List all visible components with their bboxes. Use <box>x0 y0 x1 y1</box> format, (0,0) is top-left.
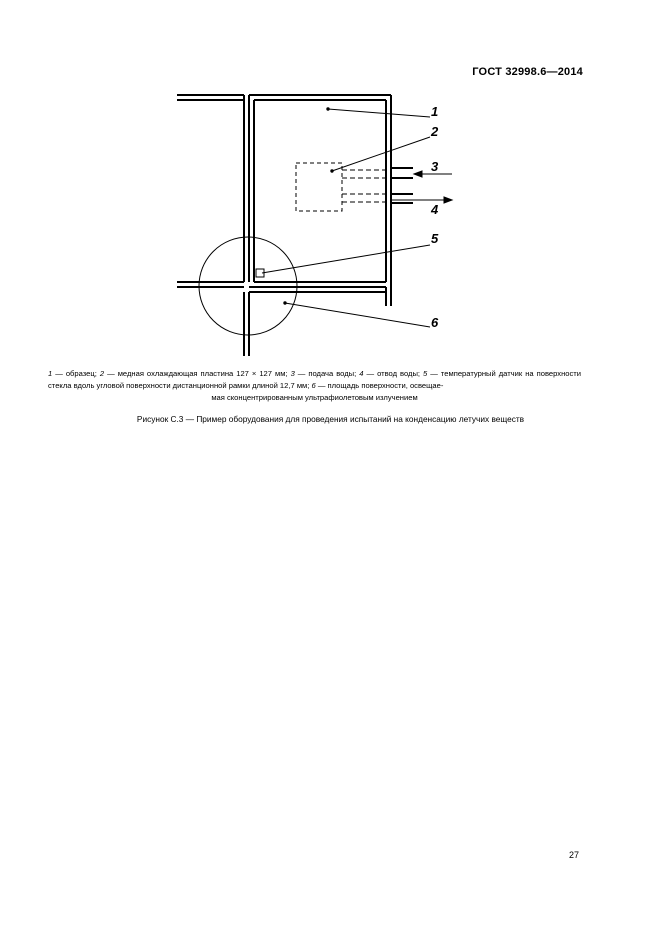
legend-text-4: — отвод воды; <box>363 369 424 378</box>
figure-caption: Рисунок С.3 — Пример оборудования для проведения испытаний на конденсацию летучих веществ <box>136 414 525 424</box>
label-6: 6 <box>431 315 439 330</box>
legend-last-line: мая сконцентрированным ультрафиолетовым излучением <box>211 393 418 402</box>
legend-num-6: 6 <box>311 381 316 390</box>
legend-text-6: — площадь поверхности, освещае- <box>315 381 444 390</box>
label-5: 5 <box>431 231 439 246</box>
legend-text-3: — подача воды; <box>294 369 360 378</box>
page-number: 27 <box>568 850 579 860</box>
test-equipment-diagram <box>170 88 470 360</box>
label-4: 4 <box>431 202 439 217</box>
legend-num-4: 4 <box>359 369 364 378</box>
label-1: 1 <box>431 104 439 119</box>
legend-text-1: — образец; <box>52 369 100 378</box>
figure-legend <box>48 368 581 404</box>
legend-text-5: — температурный датчик на поверхности стекла вдоль угловой поверхности дистанционной рамки длиной 12,7 мм; <box>48 369 582 390</box>
legend-num-1: 1 <box>48 369 53 378</box>
legend-num-5: 5 <box>423 369 428 378</box>
legend-num-3: 3 <box>290 369 295 378</box>
label-2: 2 <box>431 124 439 139</box>
standard-header: ГОСТ 32998.6—2014 <box>472 66 583 78</box>
legend-num-2: 2 <box>99 369 105 378</box>
legend-text-2: — медная охлаждающая пластина 127 × 127 мм; <box>104 369 291 378</box>
label-3: 3 <box>431 159 439 174</box>
